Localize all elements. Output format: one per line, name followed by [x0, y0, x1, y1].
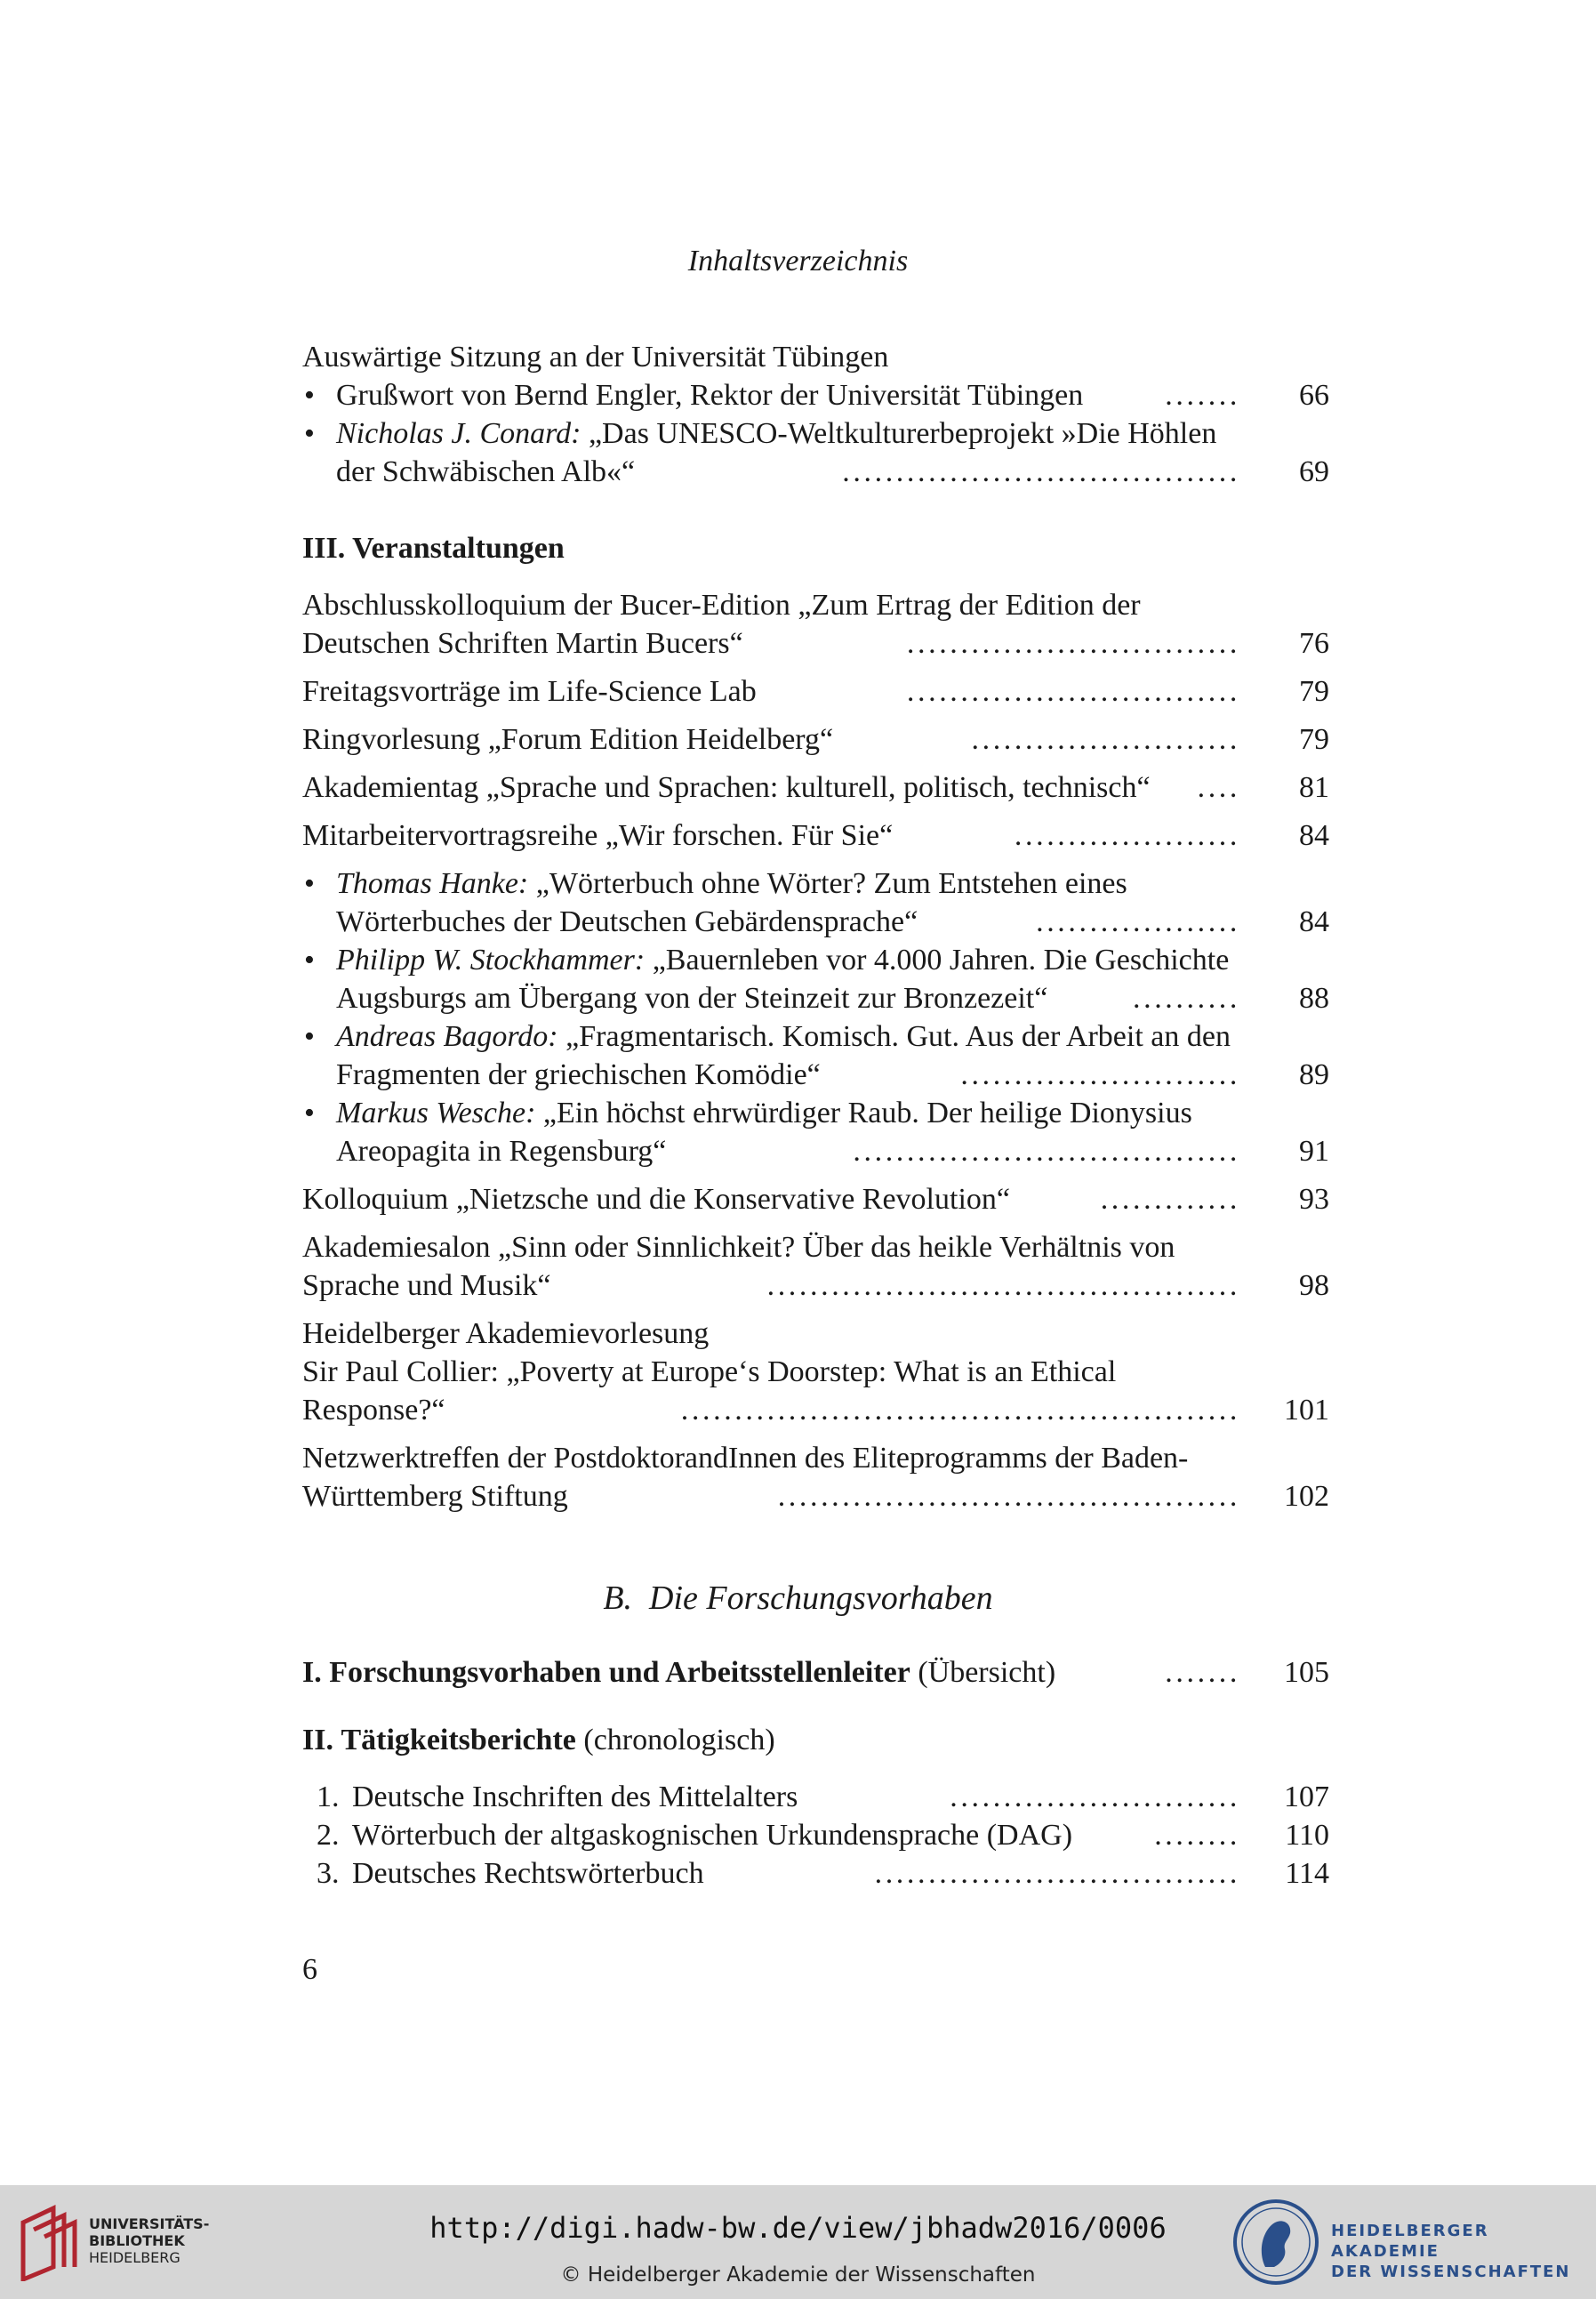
toc-entry[interactable]: • Philipp W. Stockhammer: „Bauernleben vor 4.000 Jahren. Die Geschichte	[302, 941, 1329, 980]
leader-dots: ........	[1154, 1819, 1240, 1852]
page-number: 84	[1299, 905, 1329, 938]
toc-entry-continuation[interactable]: Areopagita in Regensburg“ .................................... 91	[302, 1132, 1329, 1171]
leader-dots: ...........................	[950, 1781, 1240, 1813]
page-number: 93	[1299, 1183, 1329, 1216]
academy-seal-icon	[1231, 2198, 1320, 2287]
leader-dots: ....	[1197, 771, 1240, 804]
page-number: 81	[1299, 771, 1329, 804]
page-number: 79	[1299, 675, 1329, 708]
leader-dots: .....................................	[842, 455, 1240, 488]
leader-dots: .............	[1100, 1183, 1240, 1216]
bullet-icon: •	[304, 944, 315, 977]
author-name: Philipp W. Stockhammer:	[336, 944, 646, 977]
toc-entry-continuation[interactable]: Fragmenten der griechischen Komödie“ .......................... 89	[302, 1056, 1329, 1095]
footer-bar	[0, 2185, 1596, 2299]
bullet-icon: •	[304, 867, 315, 900]
page-number: 76	[1299, 627, 1329, 660]
toc-entry-continuation[interactable]: Augsburgs am Übergang von der Steinzeit zur Bronzezeit“ .......... 88	[302, 979, 1329, 1018]
toc-entry[interactable]: Ringvorlesung „Forum Edition Heidelberg“ ......................... 79	[302, 720, 1329, 760]
page-number: 79	[1299, 723, 1329, 756]
leader-dots: ...........................................	[777, 1480, 1240, 1513]
toc-entry[interactable]: Abschlusskolloquium der Bucer-Edition „Zum Ertrag der Edition der	[302, 589, 1141, 622]
toc-entry-continuation[interactable]: Response?“ .................................................... 101	[302, 1391, 1329, 1430]
toc-entry[interactable]: Akademientag „Sprache und Sprachen: kulturell, politisch, technisch“ .... 81	[302, 768, 1329, 808]
toc-entry-continuation[interactable]: der Schwäbischen Alb«“ ..................................... 69	[302, 453, 1329, 492]
leader-dots: ..................................	[874, 1857, 1240, 1890]
toc-entry[interactable]: • Grußwort von Bernd Engler, Rektor der Universität Tübingen ....... 66	[302, 376, 1329, 415]
page-number: 98	[1299, 1269, 1329, 1302]
toc-entry[interactable]: • Thomas Hanke: „Wörterbuch ohne Wörter? Zum Entstehen eines	[302, 864, 1329, 904]
toc-entry[interactable]: Netzwerktreffen der PostdoktorandInnen des Eliteprogramms der Baden-	[302, 1442, 1189, 1475]
bullet-icon: •	[304, 1097, 315, 1129]
page-number: 101	[1284, 1394, 1329, 1427]
toc-entry-continuation[interactable]: Sprache und Musik“ ............................................ 98	[302, 1266, 1329, 1306]
toc-entry-continuation[interactable]: Württemberg Stiftung ........................................... 102	[302, 1477, 1329, 1516]
page-number: 114	[1285, 1857, 1329, 1890]
author-name: Andreas Bagordo:	[336, 1020, 558, 1053]
list-number: 3.	[317, 1857, 340, 1890]
author-name: Nicholas J. Conard:	[336, 417, 581, 450]
page-number: 91	[1299, 1135, 1329, 1168]
page-number: 89	[1299, 1058, 1329, 1091]
bullet-icon: •	[304, 417, 315, 450]
toc-entry[interactable]: Heidelberger Akademievorlesung	[302, 1317, 710, 1350]
permalink-url[interactable]: http://digi.hadw-bw.de/view/jbhadw2016/0006	[429, 2211, 1167, 2245]
academy-name: HEIDELBERGER AKADEMIE DER WISSENSCHAFTEN	[1331, 2222, 1571, 2281]
toc-entry[interactable]: Mitarbeitervortragsreihe „Wir forschen. Für Sie“ ..................... 84	[302, 816, 1329, 856]
author-name: Thomas Hanke:	[336, 867, 529, 900]
leader-dots: .......	[1165, 379, 1240, 412]
toc-entry[interactable]: Kolloquium „Nietzsche und die Konservative Revolution“ ............. 93	[302, 1180, 1329, 1219]
toc-entry[interactable]: Akademiesalon „Sinn oder Sinnlichkeit? Über das heikle Verhältnis von	[302, 1231, 1175, 1264]
leader-dots: ....................................................	[680, 1394, 1240, 1427]
leader-dots: ....................................	[853, 1135, 1240, 1168]
page-number: 66	[1299, 379, 1329, 412]
toc-entry[interactable]: Freitagsvorträge im Life-Science Lab ............................... 79	[302, 672, 1329, 711]
page-number: 69	[1299, 455, 1329, 488]
toc-entry-continuation[interactable]: Deutschen Schriften Martin Bucers“ ............................... 76	[302, 624, 1329, 663]
leader-dots: ..........................	[960, 1058, 1240, 1091]
leader-dots: ...............................	[906, 627, 1240, 660]
page-number: 107	[1284, 1781, 1329, 1813]
section-heading-b: B. Die Forschungsvorhaben	[603, 1580, 993, 1617]
leader-dots: .....................	[1014, 819, 1240, 852]
toc-entry[interactable]: • Markus Wesche: „Ein höchst ehrwürdiger Raub. Der heilige Dionysius	[302, 1094, 1329, 1133]
section-heading-iii: III. Veranstaltungen	[302, 532, 565, 565]
toc-entry[interactable]: 1. Deutsche Inschriften des Mittelalters ........................... 107	[302, 1778, 1329, 1817]
toc-entry-continuation[interactable]: Wörterbuches der Deutschen Gebärdensprache“ ................... 84	[302, 903, 1329, 942]
leader-dots: ...............................	[906, 675, 1240, 708]
university-library-name: UNIVERSITÄTS- BIBLIOTHEK HEIDELBERG	[89, 2215, 210, 2266]
leader-dots: ..........	[1133, 982, 1240, 1015]
page-number: 105	[1284, 1656, 1329, 1689]
bullet-icon: •	[304, 379, 315, 412]
toc-entry[interactable]: • Andreas Bagordo: „Fragmentarisch. Komisch. Gut. Aus der Arbeit an den	[302, 1017, 1329, 1057]
bullet-icon: •	[304, 1020, 315, 1053]
section-heading-taetigkeitsberichte: II. Tätigkeitsberichte (chronologisch)	[302, 1724, 775, 1756]
toc-entry[interactable]: • Nicholas J. Conard: „Das UNESCO-Weltkulturerbeprojekt »Die Höhlen	[302, 414, 1329, 454]
toc-entry-continuation[interactable]: Sir Paul Collier: „Poverty at Europe‘s Doorstep: What is an Ethical	[302, 1355, 1117, 1388]
page-number: 110	[1285, 1819, 1329, 1852]
leader-dots: .........................	[971, 723, 1240, 756]
toc-entry[interactable]: 3. Deutsches Rechtswörterbuch .................................. 114	[302, 1854, 1329, 1893]
page-number: 88	[1299, 982, 1329, 1015]
list-number: 1.	[317, 1781, 340, 1813]
leader-dots: ...................	[1036, 905, 1240, 938]
running-head: Inhaltsverzeichnis	[687, 245, 909, 277]
toc-heading-auswaertige-sitzung: Auswärtige Sitzung an der Universität Tübingen	[302, 341, 889, 374]
leader-dots: .......	[1165, 1656, 1240, 1689]
list-number: 2.	[317, 1819, 340, 1852]
page-number: 102	[1284, 1480, 1329, 1513]
author-name: Markus Wesche:	[336, 1097, 536, 1129]
page-number: 84	[1299, 819, 1329, 852]
leader-dots: ............................................	[766, 1269, 1240, 1302]
copyright-notice: © Heidelberger Akademie der Wissenschaften	[560, 2263, 1036, 2287]
toc-entry-forschungsvorhaben[interactable]: I. Forschungsvorhaben und Arbeitsstellenleiter (Übersicht) ....... 105	[302, 1653, 1329, 1692]
toc-entry[interactable]: 2. Wörterbuch der altgaskognischen Urkundensprache (DAG) ........ 110	[302, 1816, 1329, 1855]
page-folio: 6	[302, 1953, 317, 1986]
